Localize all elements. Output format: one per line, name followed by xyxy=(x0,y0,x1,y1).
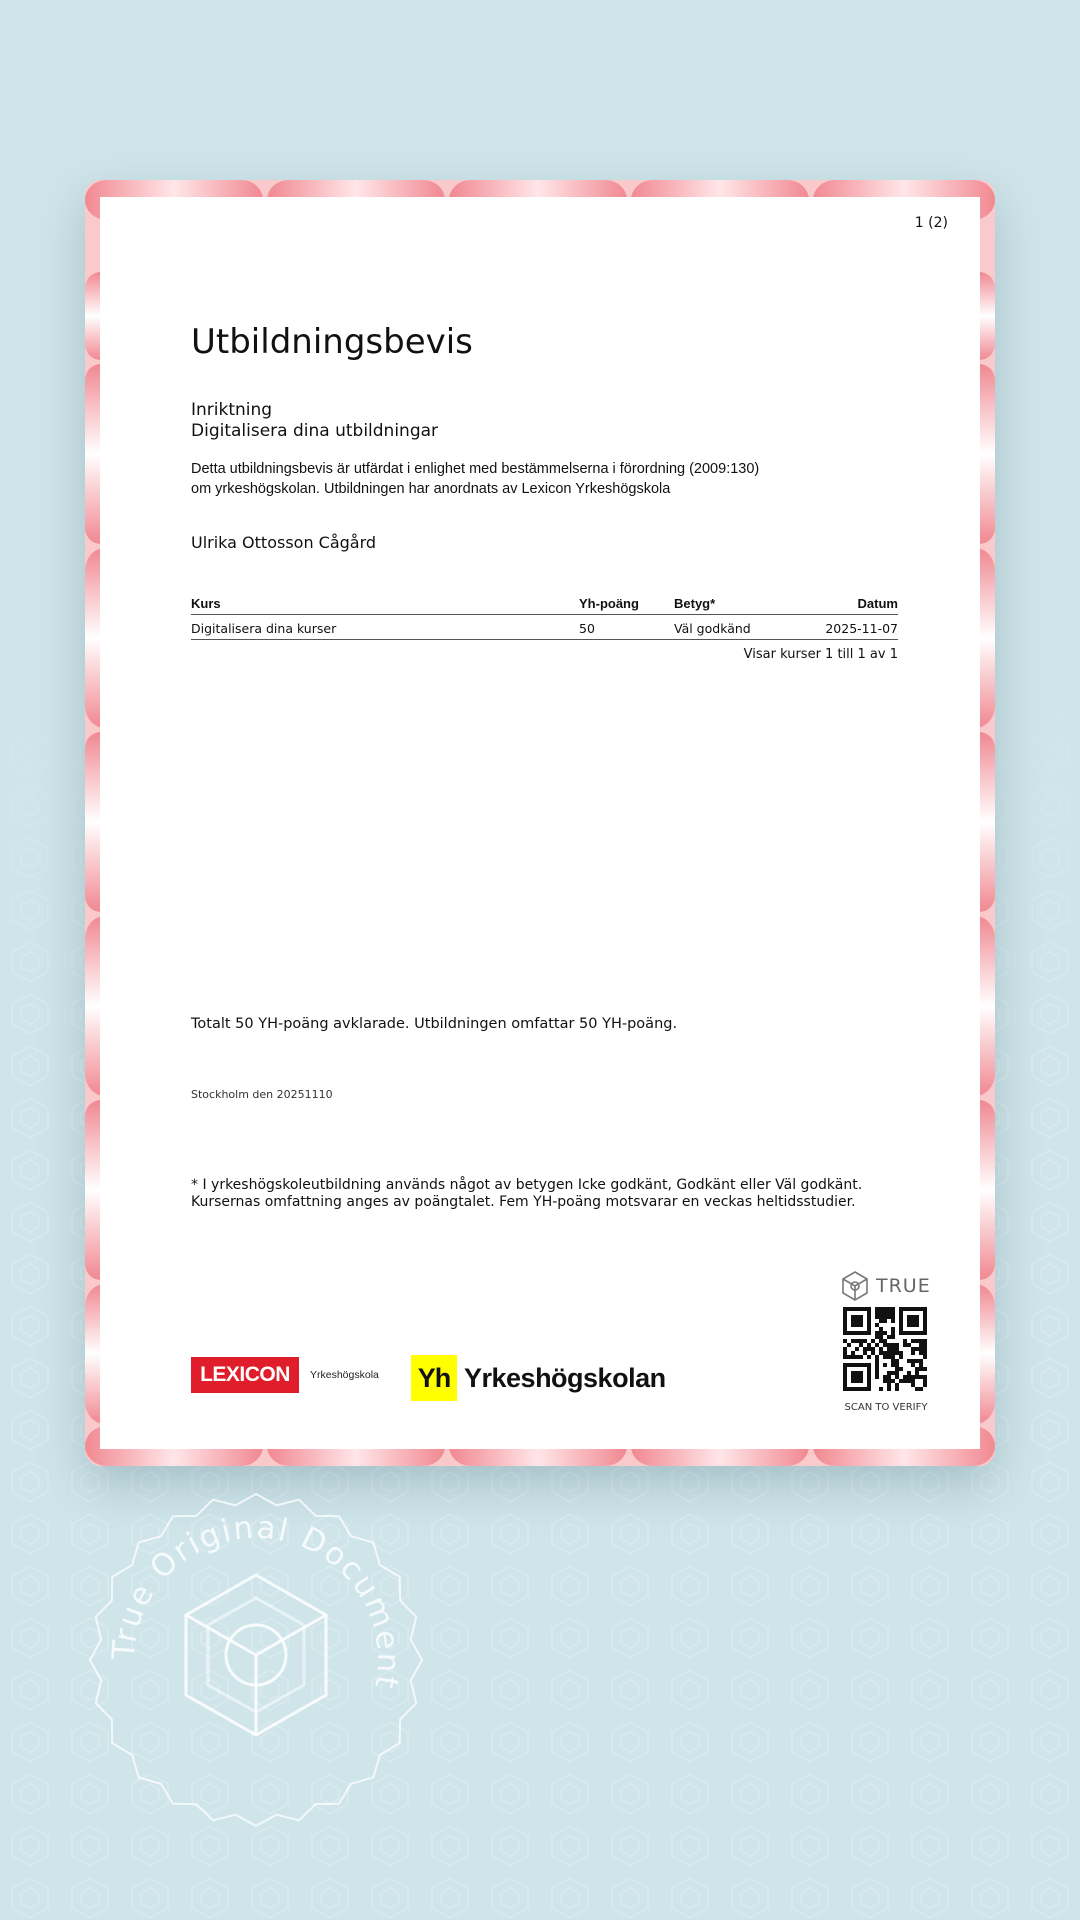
lexicon-wordmark: LEXICON xyxy=(191,1357,299,1393)
place-date: Stockholm den 20251110 xyxy=(191,1088,333,1101)
footnote-line: * I yrkeshögskoleutbildning används något av betygen Icke godkänt, Godkänt eller Väl godkänt. xyxy=(191,1177,863,1193)
yh-name: Yrkeshögskolan xyxy=(464,1362,666,1393)
intro-line: Detta utbildningsbevis är utfärdat i enlighet med bestämmelserna i förordning (2009:130) xyxy=(191,461,760,477)
column-header-grade: Betyg* xyxy=(674,594,794,615)
intro-text xyxy=(191,459,831,499)
yh-logo xyxy=(411,1355,666,1401)
cell-grade: Väl godkänd xyxy=(674,615,794,640)
table-row xyxy=(191,615,898,640)
cell-points: 50 xyxy=(579,615,674,640)
seal-icon xyxy=(86,1490,426,1830)
qr-code-icon[interactable] xyxy=(843,1307,927,1391)
true-brand: TRUE xyxy=(876,1275,931,1297)
yh-mark: Yh xyxy=(411,1355,457,1401)
scan-to-verify-label: SCAN TO VERIFY xyxy=(844,1402,928,1413)
column-header-points: Yh-poäng xyxy=(579,594,674,615)
true-logo xyxy=(840,1270,931,1302)
table-header-row xyxy=(191,594,898,615)
page-number: 1 (2) xyxy=(914,215,948,231)
courses-table xyxy=(191,594,898,640)
document-title: Utbildningsbevis xyxy=(191,322,473,362)
document-page xyxy=(100,197,980,1449)
column-header-course: Kurs xyxy=(191,594,579,615)
cell-date: 2025-11-07 xyxy=(794,615,898,640)
footnote-line: Kursernas omfattning anges av poängtalet. Fem YH-poäng motsvarar en veckas heltidsstudier. xyxy=(191,1194,856,1210)
direction-label: Inriktning xyxy=(191,400,273,420)
direction-value: Digitalisera dina utbildningar xyxy=(191,421,439,441)
recipient-name: Ulrika Ottosson Cågård xyxy=(191,533,377,552)
certificate-card xyxy=(85,180,995,1466)
column-header-date: Datum xyxy=(794,594,898,615)
showing-count: Visar kurser 1 till 1 av 1 xyxy=(743,647,898,662)
cell-course: Digitalisera dina kurser xyxy=(191,615,579,640)
hexagon-cube-icon xyxy=(840,1270,870,1302)
intro-line: om yrkeshögskolan. Utbildningen har anordnats av Lexicon Yrkeshögskola xyxy=(191,481,671,497)
total-points: Totalt 50 YH-poäng avklarade. Utbildningen omfattar 50 YH-poäng. xyxy=(191,1016,678,1032)
grading-footnote xyxy=(191,1177,911,1211)
lexicon-logo xyxy=(191,1357,379,1393)
seal-text: True Original Document xyxy=(105,1509,407,1693)
lexicon-subtitle: Yrkeshögskola xyxy=(310,1369,379,1381)
